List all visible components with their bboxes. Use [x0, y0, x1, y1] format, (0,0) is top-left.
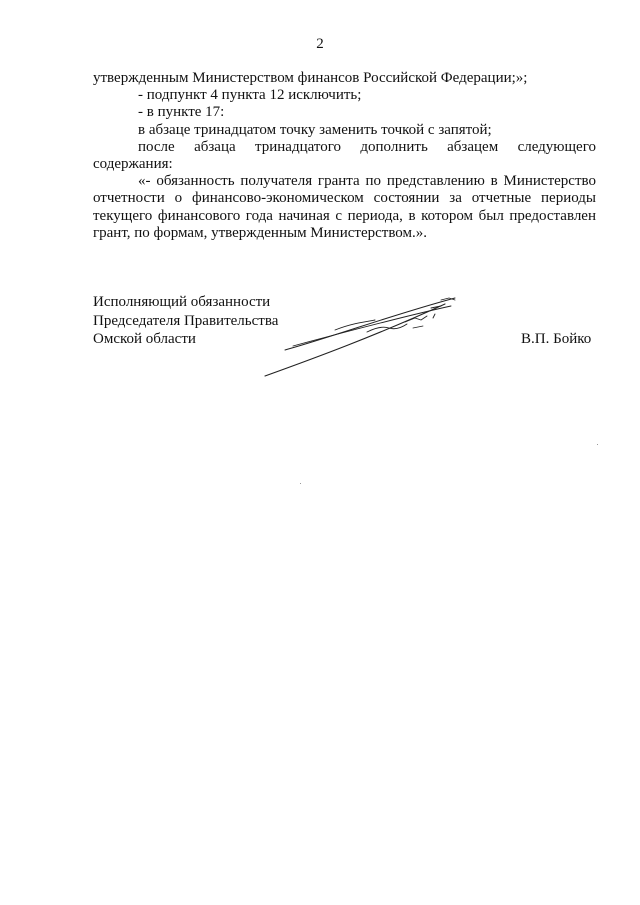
document-body	[93, 70, 596, 242]
signatory-title-line: Омской области	[93, 331, 196, 347]
paragraph-subpoint-removal: - подпункт 4 пункта 12 исключить;	[138, 87, 362, 104]
paragraph-quoted-obligation: «- обязанность получателя гранта по представлению в Министерство отчетности о финансово-экономическом состоянии за отчетные периоды текущего финансового года начиная с периода, в котором был предоставлен грант, по формам, утвержденным Министерством.».	[93, 173, 596, 241]
signatory-title	[93, 293, 278, 349]
handwritten-signature	[255, 288, 470, 383]
signatory-name: В.П. Бойко	[521, 331, 592, 347]
paragraph-replace-period: в абзаце тринадцатом точку заменить точкой с запятой;	[138, 121, 492, 138]
paragraph-continuation: утвержденным Министерством финансов Российской Федерации;»;	[93, 70, 528, 86]
page-number: 2	[316, 36, 324, 52]
paragraph-point-17: - в пункте 17:	[138, 104, 225, 121]
scan-speck	[300, 483, 301, 484]
scan-speck	[597, 444, 598, 445]
signatory-title-line: Исполняющий обязанности	[93, 294, 271, 310]
signatory-title-line: Председателя Правительства	[93, 312, 279, 329]
paragraph-add-paragraph: после абзаца тринадцатого дополнить абзацем следующего содержания:	[93, 138, 596, 173]
